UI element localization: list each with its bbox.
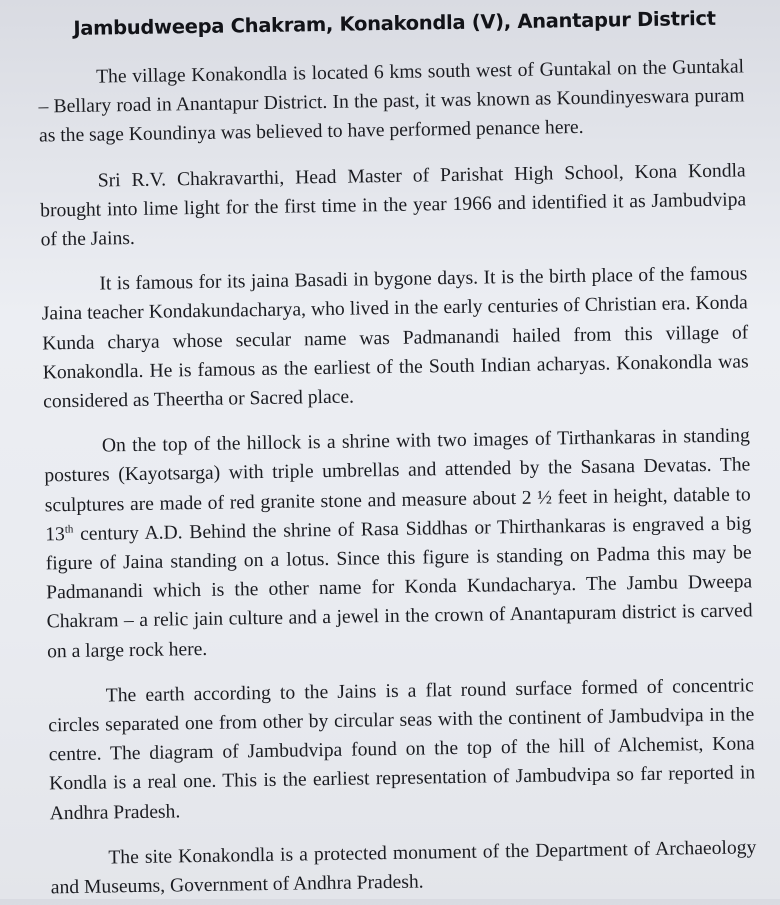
document-body [38, 52, 757, 902]
paragraph-location: The village Konakondla is located 6 kms south west of Guntakal on the Guntakal – Bellary road in Anantapur District. In the past, it was known as Koundinyeswara puram as the sage Koundinya was believed to have performed penance here. [38, 56, 745, 147]
paragraph-cosmology: The earth according to the Jains is a flat round surface formed of concentric circles separated one from other by circular seas with the continent of Jambudvipa in the centre. The diagram of Jambudvipa found on the top of the hill of Alchemist, Kona Kondla is a real one. This is the earliest representation of Jambudvipa so far reported in Andhra Pradesh. [48, 675, 756, 825]
paragraph-discovery: Sri R.V. Chakravarthi, Head Master of Parishat High School, Kona Kondla brought into lime light for the first time in the year 1966 and identified it as Jambudvipa of the Jains. [40, 159, 747, 251]
paragraph-history: It is famous for its jaina Basadi in bygone days. It is the birth place of the famous Jaina teacher Kondakundacharya, who lived in the early centuries of Christian era. Konda Kunda charya whose secular name was Padmanandi hailed from this village of Konakondla. He is famous as the earliest of the South Indian acharyas. Konakondla was considered as Theertha or Sacred place. [41, 263, 749, 413]
paragraph-shrine-part2: century A.D. Behind the shrine of Rasa Siddhas or Thirthankaras is engraved a big figure of Jaina standing on a lotus. Since this figure is standing on Padma this may be Padmanandi which is the other name for Konda Kundacharya. The Jambu Dweepa Chakram – a relic jain culture and a jewel in the crown of Anantapuram district is carved on a large rock here. [45, 513, 753, 663]
paragraph-shrine-part1: On the top of the hillock is a shrine with two images of Tirthankaras in standing postures (Kayotsarga) with triple umbrellas and attended by the Sasana Devatas. The sculptures are made of red granite stone and measure about 2 ½ feet in height, datable to 13 [44, 425, 751, 546]
superscript-th: th [64, 523, 74, 536]
paragraph-shrine [44, 422, 754, 667]
paragraph-protection: The site Konakondla is a protected monument of the Department of Archaeology and Museums, Government of Andhra Pradesh. [50, 837, 757, 899]
document-title: Jambudweepa Chakram, Konakondla (V), Anantapur District [73, 6, 716, 40]
